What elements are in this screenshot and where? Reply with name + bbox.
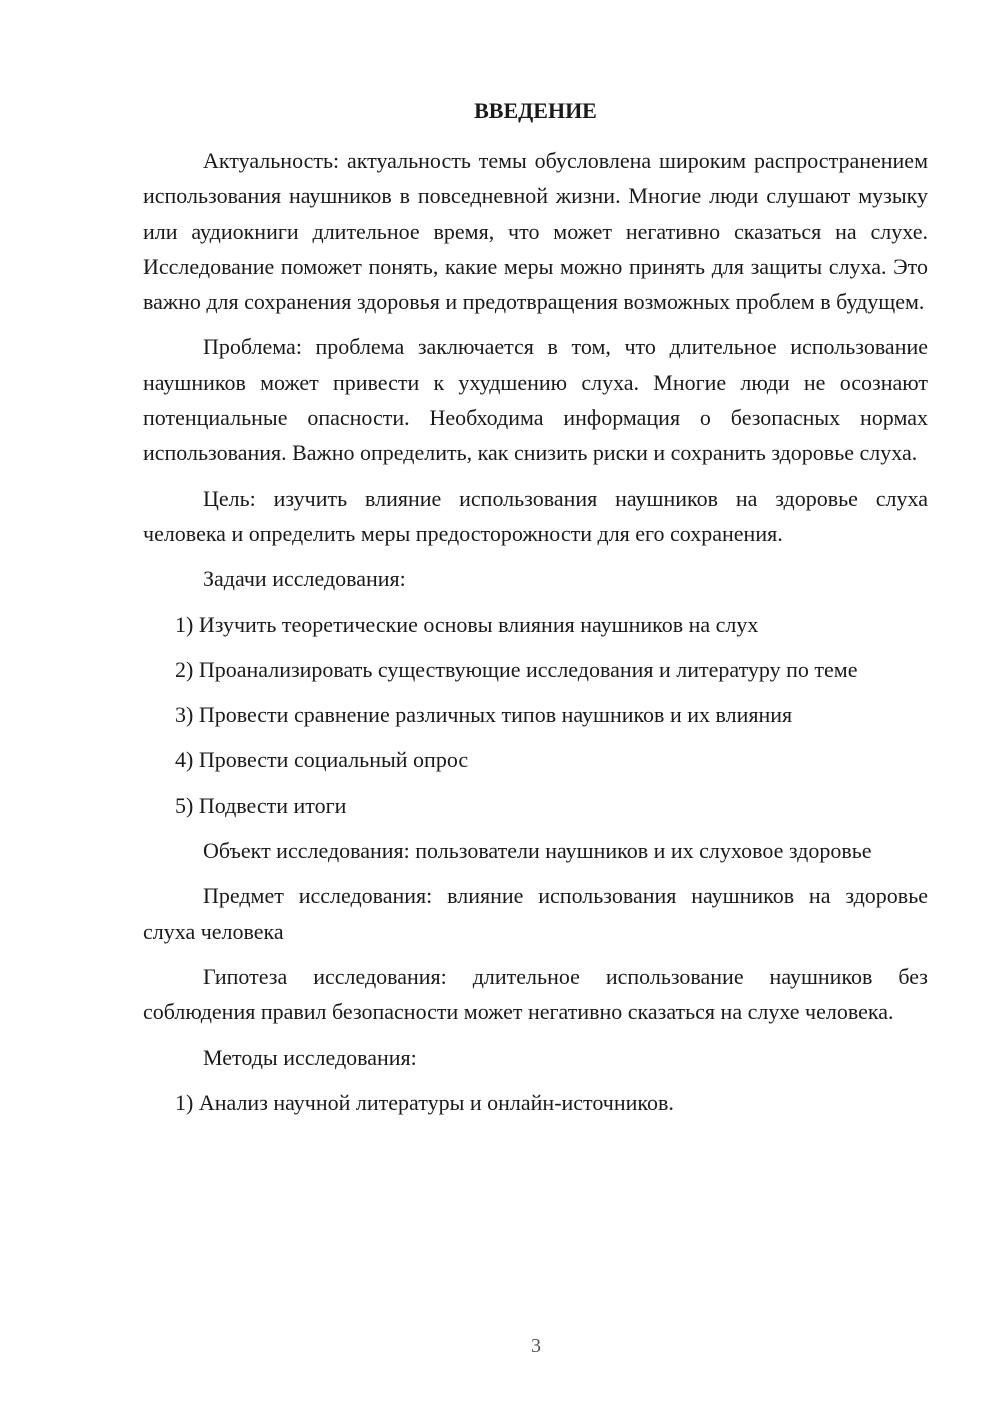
page-number: 3 <box>531 1335 541 1357</box>
paragraph-hypothesis: Гипотеза исследования: длительное использование наушников без соблюдения правил безопасности может негативно сказаться на слухе человека. <box>143 963 928 1025</box>
list-item: 3) Провести сравнение различных типов наушников и их влияния <box>175 702 793 728</box>
document-body <box>143 143 928 1120</box>
list-item: 1) Изучить теоретические основы влияния наушников на слух <box>175 611 759 637</box>
paragraph-tasks-heading: Задачи исследования: <box>203 566 406 592</box>
paragraph-object: Объект исследования: пользователи наушников и их слуховое здоровье <box>203 838 872 864</box>
paragraph-goal: Цель: изучить влияние использования наушников на здоровье слуха человека и определить меры предосторожности для его сохранения. <box>143 485 928 546</box>
list-item: 4) Провести социальный опрос <box>175 747 469 773</box>
paragraph-relevance: Актуальность: актуальность темы обусловлена широким распространением использования наушников в повседневной жизни. Многие люди слушают музыку или аудиокниги длительное время, что может негативно сказаться на слухе. Исследование поможет понять, какие меры можно принять для защиты слуха. Это важно для сохранения здоровья и предотвращения возможных проблем в будущем. <box>143 148 928 315</box>
paragraph-problem: Проблема: проблема заключается в том, что длительное использование наушников может привести к ухудшению слуха. Многие люди не осознают потенциальные опасности. Необходима информация о безопасных нормах использования. Важно определить, как снизить риски и сохранить здоровье слуха. <box>143 334 928 466</box>
list-item: 1) Анализ научной литературы и онлайн-источников. <box>175 1089 674 1115</box>
list-item: 5) Подвести итоги <box>175 792 347 818</box>
section-heading: ВВЕДЕНИЕ <box>474 98 597 123</box>
paragraph-methods-heading: Методы исследования: <box>203 1044 417 1070</box>
list-item: 2) Проанализировать существующие исследования и литературу по теме <box>175 656 858 682</box>
paragraph-subject: Предмет исследования: влияние использования наушников на здоровье слуха человека <box>143 883 928 944</box>
